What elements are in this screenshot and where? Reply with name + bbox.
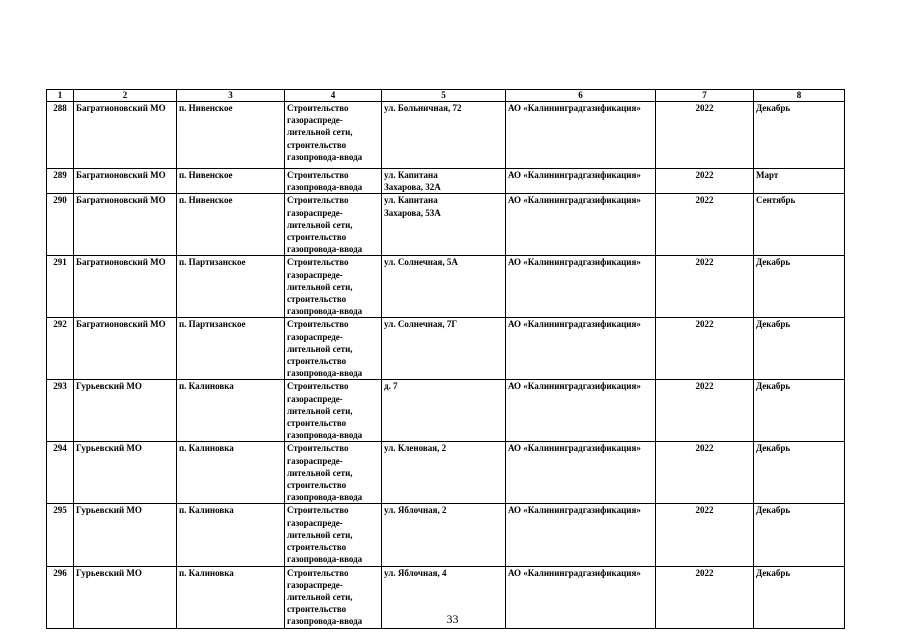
municipality-cell: Багратионовский МО [74, 194, 177, 256]
work-type-line: Строительство [287, 567, 349, 578]
address-line: ул. Кленовая, 2 [384, 443, 447, 454]
year-cell: 2022 [656, 442, 754, 504]
organization-cell: АО «Калининградгазификация» [506, 256, 656, 318]
work-type-line: строительство [287, 480, 347, 491]
work-type-line: Строительство [287, 381, 349, 392]
address-line: д. 7 [384, 381, 398, 392]
municipality-cell: Багратионовский МО [74, 318, 177, 380]
month-cell: Сентябрь [754, 194, 845, 256]
year-cell: 2022 [656, 566, 754, 628]
table-row [47, 256, 845, 318]
address-line: ул. Солнечная, 5А [384, 257, 458, 268]
work-type-line: лительной сети, [287, 591, 353, 602]
work-type-line: строительство [287, 232, 347, 243]
table-row [47, 442, 845, 504]
work-type-cell [285, 256, 382, 318]
work-type-line: Строительство [287, 103, 349, 113]
table-body [47, 90, 845, 629]
settlement-cell: п. Партизанское [177, 256, 285, 318]
address-cell [382, 380, 506, 442]
year-cell: 2022 [656, 256, 754, 318]
work-type-line: строительство [287, 139, 347, 150]
municipality-cell: Багратионовский МО [74, 256, 177, 318]
work-type-line: Строительство [287, 257, 349, 268]
column-header: 8 [754, 90, 845, 102]
settlement-cell: п. Нивенское [177, 102, 285, 169]
work-type-line: Строительство [287, 443, 349, 454]
address-line: ул. Яблочная, 2 [384, 505, 447, 516]
month-cell: Декабрь [754, 318, 845, 380]
works-table [46, 89, 845, 629]
row-number-cell: 293 [47, 380, 74, 442]
work-type-cell [285, 318, 382, 380]
month-cell: Декабрь [754, 380, 845, 442]
address-cell [382, 169, 506, 194]
address-cell [382, 504, 506, 566]
column-header: 5 [382, 90, 506, 102]
year-cell: 2022 [656, 102, 754, 169]
work-type-line: лительной сети, [287, 281, 353, 292]
address-line: ул. Яблочная, 4 [384, 567, 447, 578]
address-cell [382, 442, 506, 504]
work-type-line: лительной сети, [287, 343, 353, 354]
table-row [47, 504, 845, 566]
header-row [47, 90, 845, 102]
settlement-cell: п. Нивенское [177, 194, 285, 256]
column-header: 7 [656, 90, 754, 102]
table-row [47, 102, 845, 169]
address-line: ул. Капитана [384, 195, 438, 206]
municipality-cell: Гурьевский МО [74, 504, 177, 566]
row-number-cell: 295 [47, 504, 74, 566]
work-type-line: строительство [287, 418, 347, 429]
work-type-line: лительной сети, [287, 405, 353, 416]
row-number-cell: 290 [47, 194, 74, 256]
month-cell: Декабрь [754, 566, 845, 628]
work-type-cell [285, 442, 382, 504]
address-cell [382, 256, 506, 318]
work-type-line: газораспреде- [287, 331, 343, 342]
work-type-line: газопровода-ввода [287, 151, 363, 162]
table-row [47, 318, 845, 380]
month-cell: Декабрь [754, 102, 845, 169]
work-type-line: газораспреде- [287, 269, 343, 280]
work-type-line: Строительство [287, 195, 349, 206]
work-type-line: газораспреде- [287, 393, 343, 404]
settlement-cell: п. Партизанское [177, 318, 285, 380]
work-type-line: газопровода-ввода [287, 430, 363, 441]
address-cell [382, 102, 506, 169]
settlement-cell: п. Калиновка [177, 566, 285, 628]
year-cell: 2022 [656, 504, 754, 566]
settlement-cell: п. Калиновка [177, 380, 285, 442]
organization-cell: АО «Калининградгазификация» [506, 442, 656, 504]
column-header: 2 [74, 90, 177, 102]
work-type-line: строительство [287, 604, 347, 615]
column-header: 3 [177, 90, 285, 102]
column-header: 6 [506, 90, 656, 102]
work-type-line: газопровода-ввода [287, 492, 363, 503]
work-type-line: газораспреде- [287, 115, 343, 126]
table-row [47, 169, 845, 194]
municipality-cell: Гурьевский МО [74, 566, 177, 628]
work-type-line: Строительство [287, 170, 349, 180]
address-line: ул. Больничная, 72 [384, 103, 462, 113]
work-type-line: газораспреде- [287, 207, 343, 218]
month-cell: Декабрь [754, 256, 845, 318]
organization-cell: АО «Калининградгазификация» [506, 169, 656, 194]
work-type-line: строительство [287, 542, 347, 553]
work-type-line: строительство [287, 356, 347, 367]
row-number-cell: 296 [47, 566, 74, 628]
row-number-cell: 289 [47, 169, 74, 194]
work-type-cell [285, 380, 382, 442]
organization-cell: АО «Калининградгазификация» [506, 566, 656, 628]
organization-cell: АО «Калининградгазификация» [506, 380, 656, 442]
work-type-line: газораспреде- [287, 455, 343, 466]
work-type-line: газопровода-ввода [287, 244, 363, 255]
work-type-line: лительной сети, [287, 467, 353, 478]
row-number-cell: 292 [47, 318, 74, 380]
row-number-cell: 288 [47, 102, 74, 169]
address-line: ул. Солнечная, 7Г [384, 319, 458, 330]
column-header: 4 [285, 90, 382, 102]
year-cell: 2022 [656, 194, 754, 256]
table-row [47, 380, 845, 442]
work-type-line: газораспреде- [287, 579, 343, 590]
municipality-cell: Багратионовский МО [74, 169, 177, 194]
address-line: Захарова, 32А [384, 182, 441, 193]
work-type-line: лительной сети, [287, 529, 353, 540]
work-type-line: газопровода-ввода [287, 182, 363, 193]
address-line: Захарова, 53А [384, 207, 441, 218]
work-type-line: газораспреде- [287, 517, 343, 528]
work-type-cell [285, 169, 382, 194]
month-cell: Март [754, 169, 845, 194]
work-type-line: лительной сети, [287, 127, 353, 138]
organization-cell: АО «Калининградгазификация» [506, 194, 656, 256]
work-type-line: газопровода-ввода [287, 368, 363, 379]
work-type-cell [285, 194, 382, 256]
work-type-line: газопровода-ввода [287, 554, 363, 565]
month-cell: Декабрь [754, 442, 845, 504]
settlement-cell: п. Нивенское [177, 169, 285, 194]
year-cell: 2022 [656, 318, 754, 380]
year-cell: 2022 [656, 380, 754, 442]
organization-cell: АО «Калининградгазификация» [506, 504, 656, 566]
row-number-cell: 291 [47, 256, 74, 318]
organization-cell: АО «Калининградгазификация» [506, 102, 656, 169]
municipality-cell: Гурьевский МО [74, 380, 177, 442]
address-cell [382, 194, 506, 256]
municipality-cell: Гурьевский МО [74, 442, 177, 504]
work-type-line: газопровода-ввода [287, 306, 363, 317]
settlement-cell: п. Калиновка [177, 504, 285, 566]
work-type-line: Строительство [287, 505, 349, 516]
work-type-line: лительной сети, [287, 219, 353, 230]
row-number-cell: 294 [47, 442, 74, 504]
work-type-line: Строительство [287, 319, 349, 330]
work-type-line: строительство [287, 294, 347, 305]
work-type-line: газопровода-ввода [287, 616, 363, 627]
municipality-cell: Багратионовский МО [74, 102, 177, 169]
month-cell: Декабрь [754, 504, 845, 566]
page-number: 33 [446, 612, 459, 626]
settlement-cell: п. Калиновка [177, 442, 285, 504]
table-row [47, 194, 845, 256]
address-cell [382, 318, 506, 380]
work-type-cell [285, 102, 382, 169]
address-line: ул. Капитана [384, 170, 438, 180]
year-cell: 2022 [656, 169, 754, 194]
column-header: 1 [47, 90, 74, 102]
organization-cell: АО «Калининградгазификация» [506, 318, 656, 380]
work-type-cell [285, 504, 382, 566]
